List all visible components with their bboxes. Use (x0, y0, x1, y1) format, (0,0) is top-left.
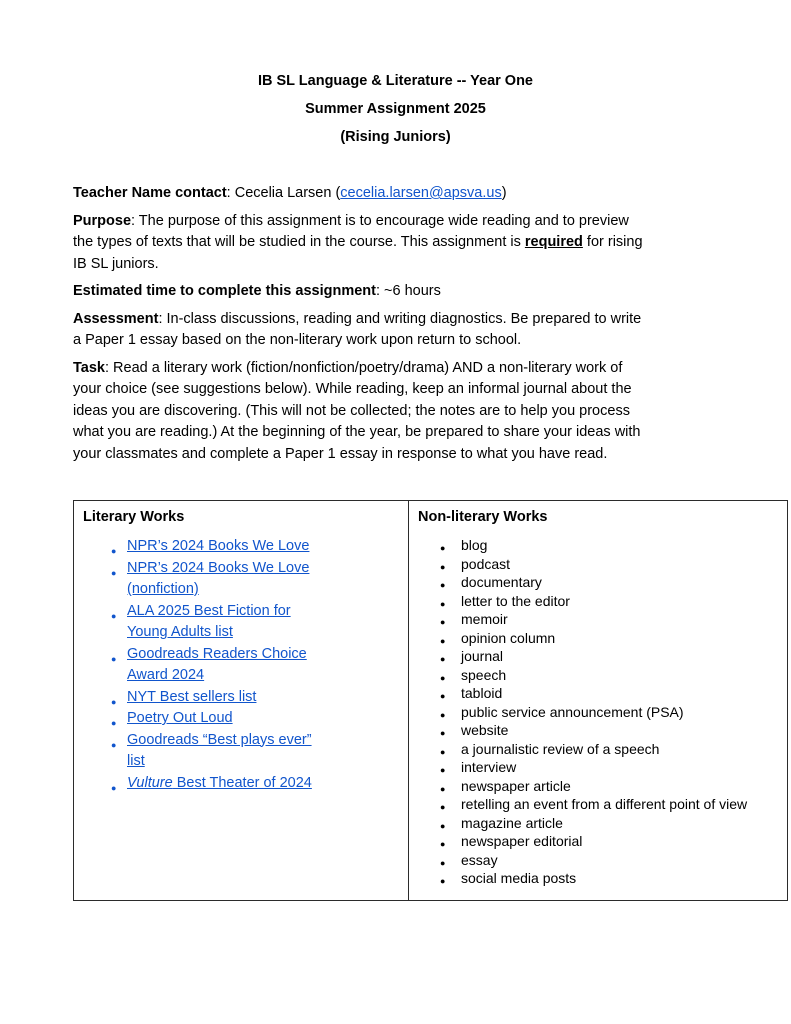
literary-work-link[interactable]: Goodreads Readers Choice Award 2024 (127, 645, 307, 683)
document-title-line-3: (Rising Juniors) (340, 129, 451, 145)
task-text: : Read a literary work (fiction/nonfiction/poetry/drama) AND a non-literary work of your choice (see suggestions below). While reading, keep an informal journal about the ideas you are discovering. (This will not be collected; the notes are to help you process what you are reading.) At the beginning of the year, be prepared to share your ideas with your classmates and complete a Paper 1 essay in response to what you have read. (73, 359, 641, 462)
nonliterary-work-item: ● newspaper article (461, 777, 779, 796)
nonliterary-work-item: ● newspaper editorial (461, 832, 779, 851)
estimated-time-line (73, 281, 651, 303)
nonliterary-work-item: ● interview (461, 758, 779, 777)
literary-works-cell (74, 501, 409, 901)
teacher-contact-line (73, 183, 651, 205)
assessment-label: Assessment (73, 310, 159, 327)
document-title-line-1: IB SL Language & Literature -- Year One (257, 73, 534, 89)
nonliterary-work-item: ● opinion column (461, 629, 779, 648)
literary-work-link[interactable]: Poetry Out Loud (127, 710, 233, 726)
nonliterary-work-item: ● blog (461, 536, 779, 555)
nonliterary-work-item: ● journal (461, 647, 779, 666)
literary-work-item (127, 730, 327, 773)
literary-work-item (127, 708, 327, 730)
literary-works-header: Literary Works (83, 509, 185, 525)
literary-work-item (127, 644, 327, 687)
nonliterary-work-item: ● social media posts (461, 869, 779, 888)
nonliterary-work-item: ● speech (461, 666, 779, 685)
literary-work-link[interactable]: NPR’s 2024 Books We Love (127, 538, 310, 554)
literary-work-item (127, 558, 327, 601)
nonliterary-work-item: ● public service announcement (PSA) (461, 703, 779, 722)
nonliterary-work-item: ● retelling an event from a different point of view (461, 795, 779, 814)
nonliterary-work-item: ● a journalistic review of a speech (461, 740, 779, 759)
teacher-contact-label: Teacher Name contact (73, 185, 227, 201)
nonliterary-works-header: Non-literary Works (418, 509, 548, 525)
literary-works-list (83, 536, 400, 794)
purpose-text-before: : The purpose of this assignment is to encourage wide reading and to preview the types of texts that will be studied in the course. This assignment is (73, 212, 629, 250)
nonliterary-work-item: ● letter to the editor (461, 592, 779, 611)
nonliterary-work-item: ● website (461, 721, 779, 740)
task-paragraph (73, 358, 651, 466)
purpose-text-after: for rising IB SL juniors. (73, 234, 643, 272)
nonliterary-work-item: ● tabloid (461, 684, 779, 703)
task-label: Task (73, 359, 105, 376)
nonliterary-work-item: ● memoir (461, 610, 779, 629)
literary-work-item (127, 536, 327, 558)
literary-work-link[interactable]: ALA 2025 Best Fiction for Young Adults list (127, 602, 291, 640)
nonliterary-work-item: ● podcast (461, 555, 779, 574)
nonliterary-works-list (418, 536, 779, 888)
literary-work-link[interactable]: NYT Best sellers list (127, 688, 257, 705)
nonliterary-works-cell (409, 501, 788, 901)
literary-work-item (127, 687, 327, 709)
purpose-required-emphasis: required (524, 234, 583, 250)
nonliterary-work-item: ● magazine article (461, 814, 779, 833)
teacher-email-link[interactable]: cecelia.larsen@apsva.us (340, 185, 502, 201)
literary-work-item (127, 773, 327, 795)
document-title-line-2: Summer Assignment 2025 (305, 101, 486, 117)
literary-work-link-italic-part: Vulture (127, 774, 173, 791)
literary-work-link[interactable]: Goodreads “Best plays ever” list (127, 731, 312, 769)
nonliterary-work-item: ● essay (461, 851, 779, 870)
teacher-contact-name: Cecelia Larsen ( (234, 185, 341, 201)
literary-work-item (127, 601, 327, 644)
literary-work-link[interactable]: Vulture Best Theater of 2024 (127, 774, 312, 791)
teacher-contact-close-paren: ) (501, 185, 507, 201)
assessment-paragraph (73, 309, 651, 352)
purpose-label: Purpose (73, 212, 132, 229)
assessment-text: : In-class discussions, reading and writing diagnostics. Be prepared to write a Paper 1 essay based on the non-literary work upon return to school. (73, 310, 642, 348)
literary-work-link[interactable]: NPR’s 2024 Books We Love (nonfiction) (127, 559, 310, 597)
purpose-paragraph (73, 211, 651, 276)
works-suggestions-table (73, 500, 788, 901)
nonliterary-work-item: ● documentary (461, 573, 779, 592)
document-title-block (0, 0, 791, 148)
teacher-contact-colon: : (226, 185, 235, 201)
estimated-time-label: Estimated time to complete this assignment (73, 283, 376, 299)
works-table-row (74, 501, 788, 901)
estimated-time-value: : ~6 hours (375, 283, 441, 299)
